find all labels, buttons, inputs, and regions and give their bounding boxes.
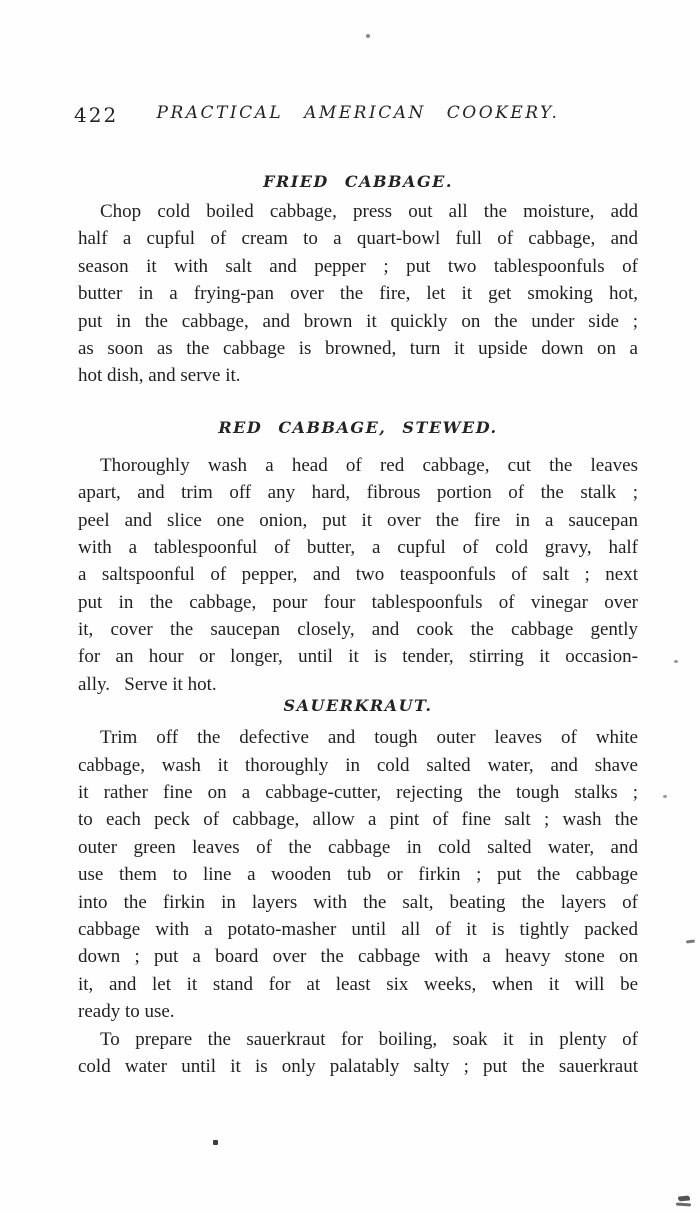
text-line: put in the cabbage, and brown it quickly on the under side ; [78,310,638,332]
ink-dash [686,939,695,943]
text-line: cabbage, wash it thoroughly in cold salted water, and shave [78,754,638,776]
recipe-paragraph-sauerkraut [78,724,638,1025]
text-line: cabbage with a potato-masher until all of it is tightly packed [78,918,638,940]
text-line: apart, and trim off any hard, fibrous portion of the stalk ; [78,482,638,504]
text-line: To prepare the sauerkraut for boiling, soak it in plenty of [100,1028,638,1050]
text-line: into the firkin in layers with the salt, beating the layers of [78,891,638,913]
text-line: hot dish, and serve it. [78,365,241,387]
text-line: put in the cabbage, pour four tablespoonfuls of vinegar over [78,591,638,613]
text-line: down ; put a board over the cabbage with a heavy stone on [78,946,638,968]
text-line: ready to use. [78,1001,175,1023]
text-line: for an hour or longer, until it is tender, stirring it occasion- [78,646,638,668]
ink-speck [674,660,678,663]
text-line: butter in a frying-pan over the fire, let it get smoking hot, [78,283,638,305]
text-line: cold water until it is only palatably salty ; put the sauerkraut [78,1055,638,1077]
page-number: 422 [74,103,119,127]
text-line: outer green leaves of the cabbage in cold salted water, and [78,836,638,858]
text-line: to each peck of cabbage, allow a pint of fine salt ; wash the [78,809,638,831]
text-line: Trim off the defective and tough outer leaves of white [100,727,638,749]
text-line: season it with salt and pepper ; put two tablespoonfuls of [78,255,638,277]
recipe-paragraph-red-cabbage [78,452,638,699]
ink-speck [366,34,370,38]
text-line: Chop cold boiled cabbage, press out all the moisture, add [100,201,638,222]
recipe-heading-sauerkraut: SAUERKRAUT. [283,696,433,716]
recipe-paragraph-sauerkraut-prepare [78,1026,638,1081]
recipe-heading-fried-cabbage: FRIED CABBAGE. [263,172,453,191]
text-line: with a tablespoonful of butter, a cupful of cold gravy, half [78,536,638,558]
recipe-heading-red-cabbage-stewed: RED CABBAGE, STEWED. [218,417,498,437]
text-line: ally. Serve it hot. [78,673,217,695]
ink-smudge [676,1195,694,1208]
recipe-paragraph-fried-cabbage [78,198,638,390]
text-line: Thoroughly wash a head of red cabbage, cut the leaves [100,454,638,476]
text-line: as soon as the cabbage is browned, turn it upside down on a [78,337,638,359]
text-line: it, and let it stand for at least six weeks, when it will be [78,973,638,995]
text-line: it, cover the saucepan closely, and cook the cabbage gently [78,619,638,641]
text-line: peel and slice one onion, put it over the fire in a saucepan [78,509,638,531]
text-line: a saltspoonful of pepper, and two teaspoonfuls of salt ; next [78,564,638,586]
text-line: half a cupful of cream to a quart-bowl full of cabbage, and [78,228,638,250]
ink-speck [213,1140,218,1145]
page-header [74,103,638,127]
running-title: PRACTICAL AMERICAN COOKERY. [156,103,560,123]
text-line: use them to line a wooden tub or firkin ; put the cabbage [78,864,638,886]
text-line: it rather fine on a cabbage-cutter, rejecting the tough stalks ; [78,782,638,804]
ink-speck [663,795,667,798]
